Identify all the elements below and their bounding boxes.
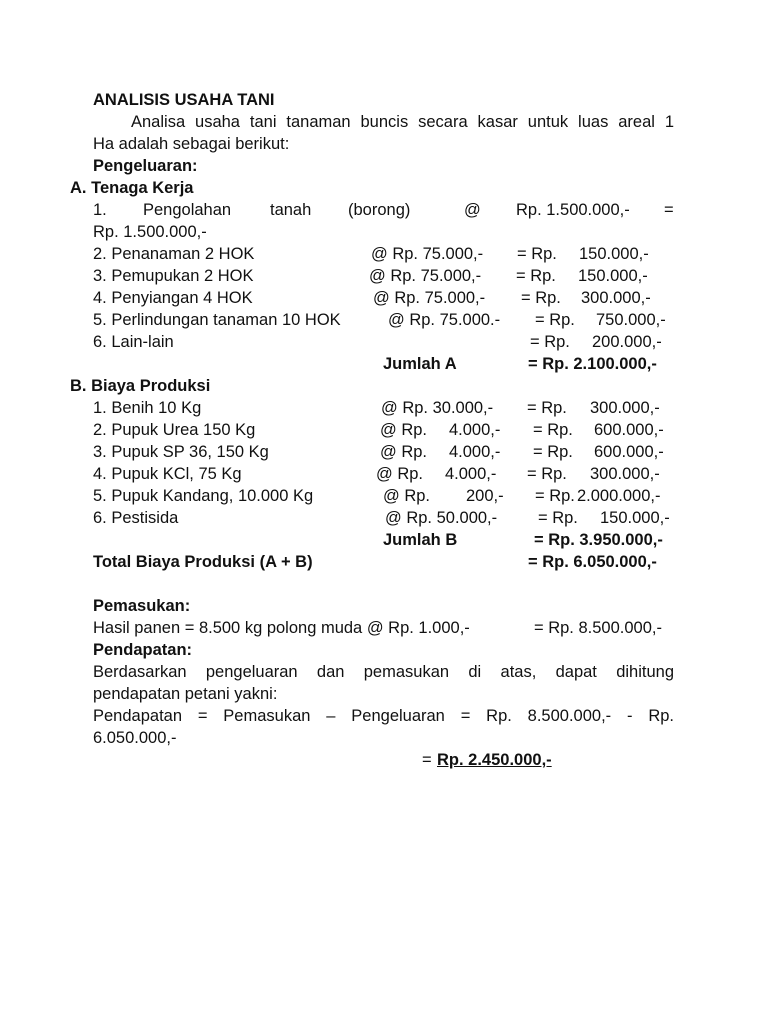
- item-equals: = Rp.: [527, 399, 567, 417]
- pendapatan-heading: Pendapatan:: [93, 641, 193, 659]
- item-name: 3. Pemupukan 2 HOK: [93, 267, 254, 285]
- section-b-heading: B. Biaya Produksi: [70, 377, 211, 395]
- section-a-total: [93, 353, 693, 375]
- section-b-total: [93, 529, 693, 551]
- total-label: Jumlah B: [383, 531, 458, 549]
- item-amount: 150.000,-: [578, 267, 648, 285]
- item-name: 4. Pupuk KCl, 75 Kg: [93, 465, 242, 483]
- item-amount: 2.000.000,-: [577, 487, 661, 505]
- item-equals: = Rp.: [521, 289, 561, 307]
- item-equals: = Rp.: [533, 421, 573, 439]
- item-name: 3. Pupuk SP 36, 150 Kg: [93, 443, 269, 461]
- item-equals: = Rp.: [527, 465, 567, 483]
- pemasukan-heading: Pemasukan:: [93, 597, 191, 615]
- item-rate-value: 4.000,-: [445, 465, 497, 483]
- section-b-item-amount-row: [93, 485, 693, 507]
- item-name: 6. Pestisida: [93, 509, 179, 527]
- item-rate: @ Rp.: [380, 443, 428, 461]
- item-rate: @ Rp. 75.000,-: [369, 267, 482, 285]
- item-name: 2. Pupuk Urea 150 Kg: [93, 421, 256, 439]
- pendapatan-text-2: pendapatan petani yakni:: [93, 685, 278, 703]
- item-equals: = Rp.: [533, 443, 573, 461]
- pemasukan-line: [93, 617, 693, 639]
- result-line: [93, 749, 693, 771]
- item-amount: 150.000,-: [600, 509, 670, 527]
- item-rate: @ Rp. 75.000,-: [371, 245, 484, 263]
- formula-line-2: 6.050.000,-: [93, 729, 177, 747]
- item-amount: 300.000,-: [581, 289, 651, 307]
- item-rate-value: 4.000,-: [449, 443, 501, 461]
- section-b-item: [93, 419, 693, 441]
- item-amount: 600.000,-: [594, 443, 664, 461]
- grand-total-value: = Rp. 6.050.000,-: [528, 553, 657, 571]
- grand-total-label: Total Biaya Produksi (A + B): [93, 553, 313, 571]
- section-a-item: [93, 265, 693, 287]
- document-title: ANALISIS USAHA TANI: [93, 91, 275, 109]
- intro-line-2: Ha adalah sebagai berikut:: [93, 135, 290, 153]
- total-value: = Rp. 2.100.000,-: [528, 355, 657, 373]
- item-equals: = Rp.: [516, 267, 556, 285]
- item-rate: @ Rp.: [383, 487, 431, 505]
- section-a-item: [93, 309, 693, 331]
- item-equals: = Rp.: [535, 311, 575, 329]
- pendapatan-text-1: Berdasarkan pengeluaran dan pemasukan di atas, dapat dihitung: [93, 663, 674, 681]
- section-a-item: [93, 243, 693, 265]
- item-rate: @ Rp. 50.000,-: [385, 509, 498, 527]
- pemasukan-value: = Rp. 8.500.000,-: [534, 619, 662, 637]
- word: 1.: [93, 201, 107, 219]
- item-name: 5. Perlindungan tanaman 10 HOK: [93, 311, 341, 329]
- total-label: Jumlah A: [383, 355, 457, 373]
- word: Rp. 1.500.000,-: [516, 201, 630, 219]
- formula-line-1: Pendapatan = Pemasukan – Pengeluaran = Rp. 8.500.000,- - Rp.: [93, 707, 674, 725]
- item-amount: 300.000,-: [590, 465, 660, 483]
- intro-line-1: Analisa usaha tani tanaman buncis secara kasar untuk luas areal 1: [131, 113, 674, 131]
- item-amount: 600.000,-: [594, 421, 664, 439]
- item-rate-value: 4.000,-: [449, 421, 501, 439]
- item-equals: = Rp.: [535, 487, 575, 505]
- item-rate: @ Rp. 75.000.-: [388, 311, 501, 329]
- section-a-heading: A. Tenaga Kerja: [70, 179, 194, 197]
- item-rate: @ Rp. 30.000,-: [381, 399, 494, 417]
- section-b-item: [93, 397, 693, 419]
- result-equals: =: [422, 751, 432, 769]
- section-b-item: [93, 441, 693, 463]
- word: =: [664, 201, 674, 219]
- item-name: 2. Penanaman 2 HOK: [93, 245, 255, 263]
- word: tanah: [270, 201, 312, 219]
- item-equals: = Rp.: [538, 509, 578, 527]
- item-rate: @ Rp. 75.000,-: [373, 289, 486, 307]
- section-a-item: [93, 287, 693, 309]
- item-name: 6. Lain-lain: [93, 333, 174, 351]
- section-b-item: [93, 463, 693, 485]
- result-value: Rp. 2.450.000,-: [437, 751, 552, 769]
- item-equals: = Rp.: [530, 333, 570, 351]
- item-rate-value: 200,-: [466, 487, 504, 505]
- grand-total: [93, 551, 693, 573]
- section-a-item: [93, 331, 693, 353]
- section-b-item: [93, 507, 693, 529]
- item-name: 5. Pupuk Kandang, 10.000 Kg: [93, 487, 314, 505]
- item-rate: @ Rp.: [380, 421, 428, 439]
- item-amount: 200.000,-: [592, 333, 662, 351]
- pemasukan-text: Hasil panen = 8.500 kg polong muda @ Rp. 1.000,-: [93, 619, 470, 637]
- item-name: 1. Benih 10 Kg: [93, 399, 202, 417]
- word: Pengolahan: [143, 201, 232, 219]
- item-amount: 750.000,-: [596, 311, 666, 329]
- word: @: [464, 201, 481, 219]
- section-a-item-1-continuation: Rp. 1.500.000,-: [93, 223, 207, 241]
- section-a-item-1: [93, 199, 693, 221]
- word: (borong): [348, 201, 411, 219]
- item-amount: 150.000,-: [579, 245, 649, 263]
- total-value: = Rp. 3.950.000,-: [534, 531, 663, 549]
- pengeluaran-heading: Pengeluaran:: [93, 157, 198, 175]
- item-rate: @ Rp.: [376, 465, 424, 483]
- item-equals: = Rp.: [517, 245, 557, 263]
- item-name: 4. Penyiangan 4 HOK: [93, 289, 253, 307]
- item-amount: 300.000,-: [590, 399, 660, 417]
